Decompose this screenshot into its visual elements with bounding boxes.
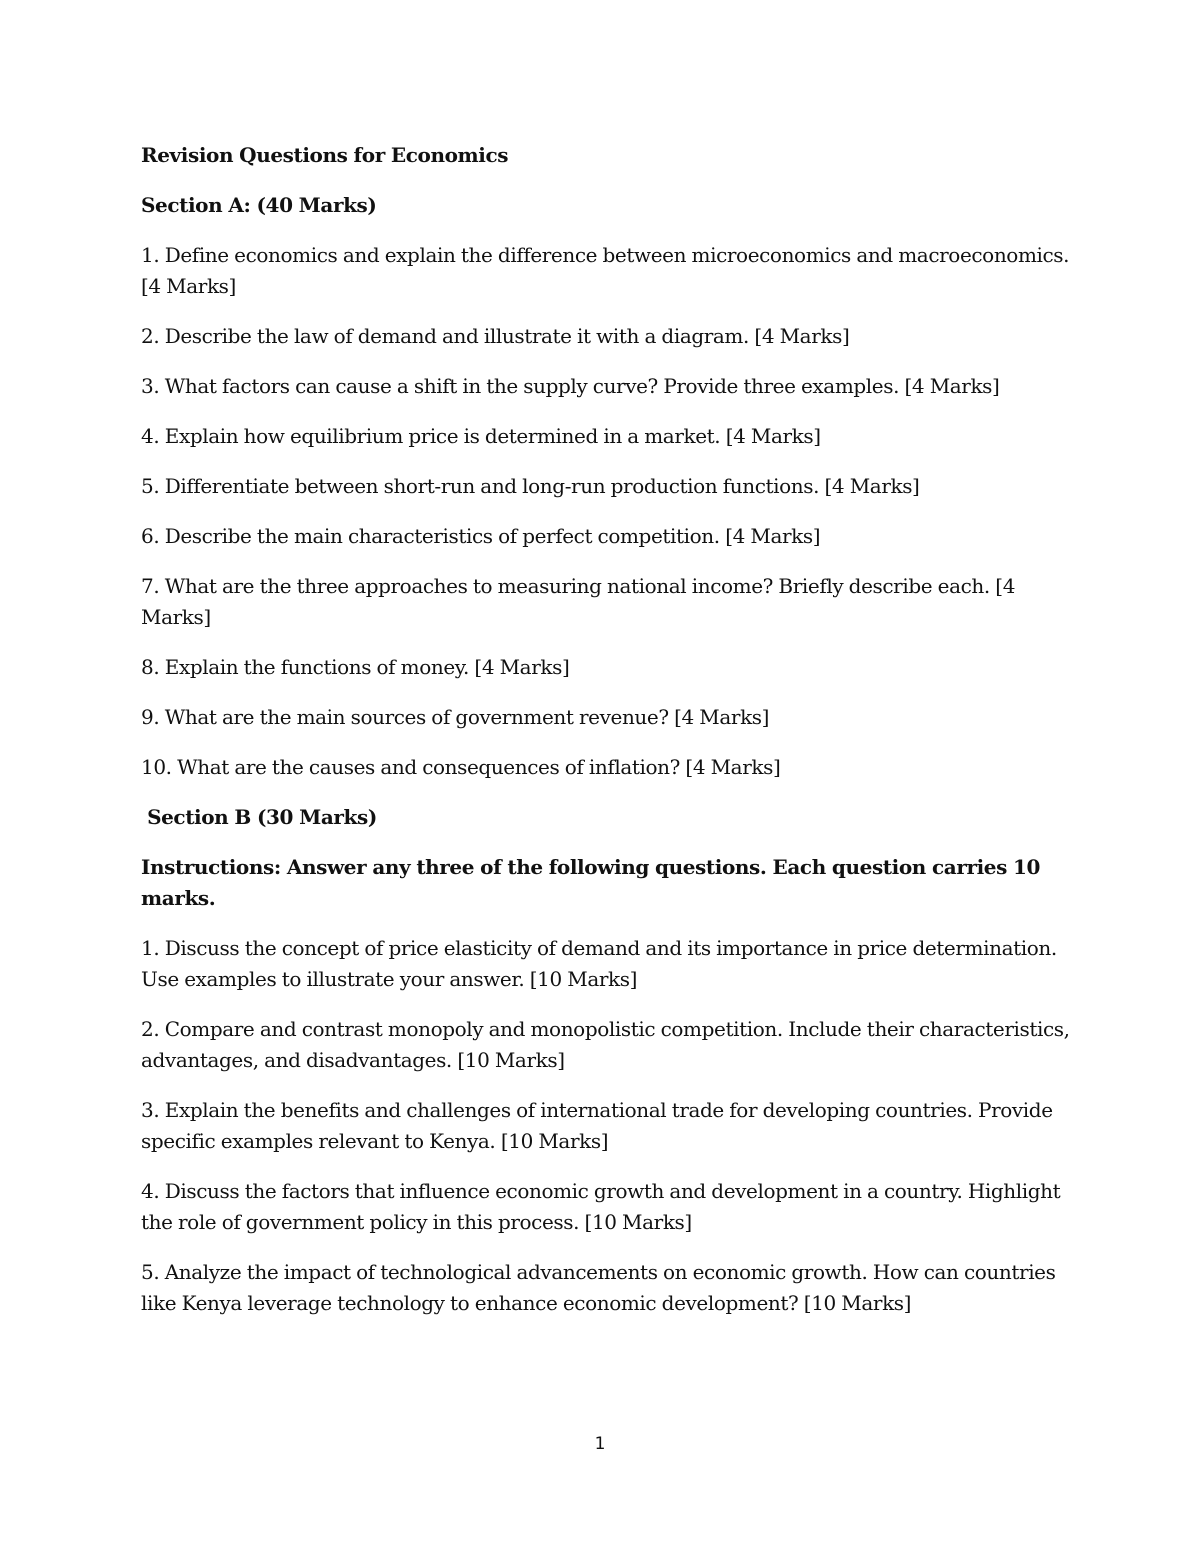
section-b-question: 1. Discuss the concept of price elasticity of demand and its importance in price determination. Use examples to illustrate your answer. [10 Marks] [141, 936, 1057, 991]
section-a-question: 5. Differentiate between short-run and long-run production functions. [4 Marks] [141, 474, 920, 498]
section-b-question: 5. Analyze the impact of technological advancements on economic growth. How can countries like Kenya leverage technology to enhance economic development? [10 Marks] [141, 1260, 1056, 1315]
section-a-question: 2. Describe the law of demand and illustrate it with a diagram. [4 Marks] [141, 324, 850, 348]
section-a-question: 10. What are the causes and consequences of inflation? [4 Marks] [141, 755, 781, 779]
document-body [141, 140, 1071, 1338]
section-a-question: 7. What are the three approaches to measuring national income? Briefly describe each. [4 Marks] [141, 574, 1016, 629]
section-b-question: 3. Explain the benefits and challenges of international trade for developing countries. Provide specific examples relevant to Kenya. [10 Marks] [141, 1098, 1053, 1153]
document-title: Revision Questions for Economics [141, 143, 509, 167]
section-a-question: 1. Define economics and explain the difference between microeconomics and macroeconomics. [4 Marks] [141, 243, 1070, 298]
section-b-instructions: Instructions: Answer any three of the following questions. Each question carries 10 marks. [141, 855, 1041, 910]
section-a-question: 6. Describe the main characteristics of perfect competition. [4 Marks] [141, 524, 821, 548]
section-b-question: 4. Discuss the factors that influence economic growth and development in a country. Highlight the role of government policy in this process. [10 Marks] [141, 1179, 1061, 1234]
section-b-question: 2. Compare and contrast monopoly and monopolistic competition. Include their characteristics, advantages, and disadvantages. [10 Marks] [141, 1017, 1070, 1072]
section-a-question: 9. What are the main sources of government revenue? [4 Marks] [141, 705, 770, 729]
section-a-question: 3. What factors can cause a shift in the supply curve? Provide three examples. [4 Marks] [141, 374, 1000, 398]
section-a-heading: Section A: (40 Marks) [141, 193, 377, 217]
section-b-heading: Section B (30 Marks) [141, 805, 377, 829]
section-a-question: 8. Explain the functions of money. [4 Marks] [141, 655, 570, 679]
page-number: 1 [594, 1434, 606, 1454]
section-a-question: 4. Explain how equilibrium price is determined in a market. [4 Marks] [141, 424, 821, 448]
